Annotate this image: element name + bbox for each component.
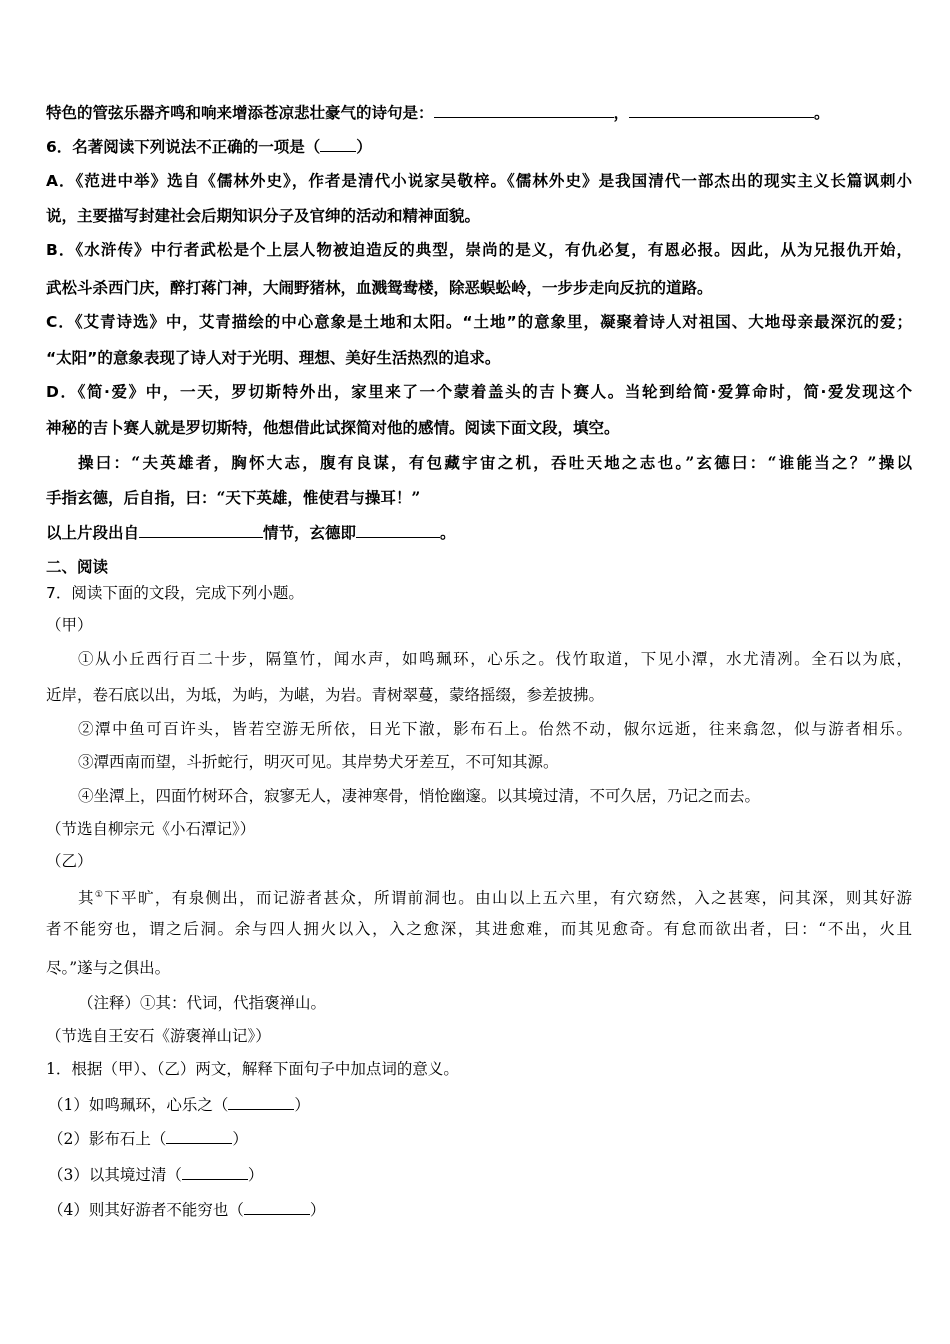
item-close: ） <box>247 1166 264 1184</box>
sep: ， <box>613 104 630 122</box>
item-4 <box>48 1200 325 1220</box>
passage-line2: 手指玄德，后自指，曰：“天下英雄，惟使君与操耳！” <box>46 488 421 507</box>
jia-para3: ③潭西南而望，斗折蛇行，明灭可见。其岸势犬牙差互，不可知其源。 <box>78 753 559 771</box>
q6-option-c-line1: C．《艾青诗选》中，艾青描绘的中心意象是土地和太阳。“土地”的意象里，凝聚着诗人对祖国、大地母亲最深沉的爱； <box>46 313 912 331</box>
fill-text-b: 情节，玄德即 <box>263 524 357 542</box>
item-close: ） <box>309 1201 326 1219</box>
yi-line3: 尽。”遂与之俱出。 <box>46 959 171 977</box>
label-yi: （乙） <box>46 852 93 870</box>
jia-para4: ④坐潭上，四面竹树环合，寂寥无人，凄神寒骨，悄怆幽邃。以其境过清，不可久居，乃记之而去。 <box>78 787 761 805</box>
fill-text-c: 。 <box>440 524 456 542</box>
label-jia: （甲） <box>46 616 93 634</box>
source-2: （节选自王安石《游褒禅山记》） <box>46 1027 271 1045</box>
q7-stem: 7．阅读下面的文段，完成下列小题。 <box>46 584 304 602</box>
q6-option-c-line2: “太阳”的意象表现了诗人对于光明、理想、美好生活热烈的追求。 <box>46 349 501 367</box>
fill-blank-2[interactable] <box>356 523 440 538</box>
item-label: （3）以其境过清（ <box>48 1166 182 1184</box>
q6-stem <box>46 137 372 157</box>
yi-line1-text: 下平旷，有泉侧出，而记游者甚众，所谓前洞也。由山以上五六里，有穴窈然，入之甚寒，问其深，则其好游 <box>104 889 912 908</box>
q5-tail-line <box>46 103 830 123</box>
annotation: （注释）①其：代词，代指褒禅山。 <box>78 994 327 1012</box>
q5-text: 特色的管弦乐器齐鸣和响来增添苍凉悲壮豪气的诗句是： <box>46 104 434 122</box>
item-label: （2）影布石上（ <box>48 1130 167 1148</box>
item-2 <box>48 1129 248 1149</box>
sub-question-1: 1．根据（甲）、（乙）两文，解释下面句子中加点词的意义。 <box>46 1060 459 1078</box>
q6-option-a-line1: A．《范进中举》选自《儒林外史》，作者是清代小说家吴敬梓。《儒林外史》是我国清代一部杰出的现实主义长篇讽刺小 <box>46 172 912 190</box>
item-blank[interactable] <box>244 1200 310 1215</box>
section-heading: 二、阅读 <box>46 558 109 576</box>
q6-stem-text: 6．名著阅读下列说法不正确的一项是（ <box>46 138 321 156</box>
item-3 <box>48 1165 263 1185</box>
yi-first-char: 其 <box>78 889 95 908</box>
item-label: （1）如鸣珮环，心乐之（ <box>48 1096 229 1114</box>
footnote-mark: ① <box>94 890 105 900</box>
item-close: ） <box>294 1096 310 1114</box>
jia-para2: ②潭中鱼可百许头，皆若空游无所依，日光下澈，影布石上。佁然不动，俶尔远逝，往来翕忽，似与游者相乐。 <box>78 720 912 738</box>
q6-option-d-line1: D．《简·爱》中，一天，罗切斯特外出，家里来了一个蒙着盖头的吉卜赛人。当轮到给简·爱算命时，简·爱发现这个 <box>46 383 912 401</box>
fill-text-a: 以上片段出自 <box>46 524 140 542</box>
answer-blank-1[interactable] <box>434 103 614 118</box>
yi-line1 <box>78 885 912 908</box>
jia-para1-line2: 近岸，卷石底以出，为坻，为屿，为嵁，为岩。青树翠蔓，蒙络摇缀，参差披拂。 <box>46 686 605 704</box>
answer-blank-2[interactable] <box>629 103 814 118</box>
yi-line2: 者不能穷也，谓之后洞。余与四人拥火以入，入之愈深，其进愈难，而其见愈奇。有怠而欲出者，曰：“不出，火且 <box>46 920 912 938</box>
fill-blank-1[interactable] <box>139 523 263 538</box>
item-close: ） <box>232 1130 248 1148</box>
item-blank[interactable] <box>182 1165 248 1180</box>
q6-option-d-line2: 神秘的吉卜赛人就是罗切斯特，他想借此试探简对他的感情。阅读下面文段，填空。 <box>46 419 620 437</box>
item-1 <box>48 1095 310 1115</box>
q6-option-a-line2: 说，主要描写封建社会后期知识分子及官绅的活动和精神面貌。 <box>46 207 481 225</box>
source-1: （节选自柳宗元《小石潭记》） <box>46 820 256 838</box>
jia-para1-line1: ①从小丘西行百二十步，隔篁竹，闻水声，如鸣珮环，心乐之。伐竹取道，下见小潭，水尤清冽。全石以为底， <box>78 650 912 668</box>
q6-stem-close: ） <box>356 138 372 156</box>
passage-line1: 操曰：“夫英雄者，胸怀大志，腹有良谋，有包藏宇宙之机，吞吐天地之志也。”玄德曰：“谁能当之？”操以 <box>78 453 912 472</box>
end: 。 <box>814 104 830 122</box>
item-label: （4）则其好游者不能穷也（ <box>48 1201 244 1219</box>
item-blank[interactable] <box>228 1095 294 1110</box>
fill-line <box>46 523 456 543</box>
item-blank[interactable] <box>166 1129 232 1144</box>
q6-answer-blank[interactable] <box>320 137 356 152</box>
q6-option-b-line2: 武松斗杀西门庆，醉打蒋门神，大闹野猪林，血溅鸳鸯楼，除恶蜈蚣岭，一步步走向反抗的道路。 <box>46 279 713 297</box>
q6-option-b-line1: B．《水浒传》中行者武松是个上层人物被迫造反的典型，崇尚的是义，有仇必复，有恩必报。因此，从为兄报仇开始， <box>46 241 912 259</box>
